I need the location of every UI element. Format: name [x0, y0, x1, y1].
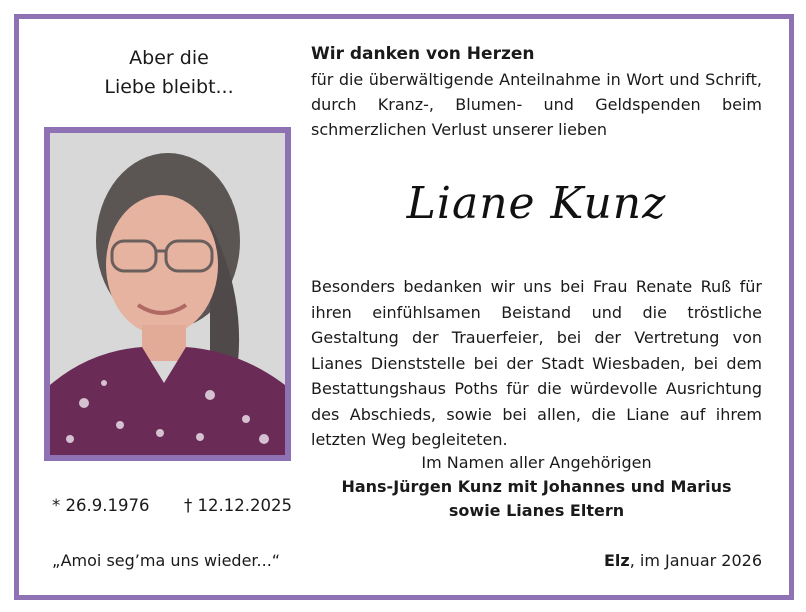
deceased-name: Liane Kunz: [406, 178, 667, 229]
life-dates: [52, 496, 292, 515]
portrait-image: [50, 133, 285, 455]
thanks-paragraph: für die überwältigende Anteilnahme in Wort und Schrift, durch Kranz-, Blumen- und Geldspenden beim schmerzlichen Verlust unserer lieben: [311, 70, 762, 139]
signature-line-1: Hans-Jürgen Kunz mit Johannes und Marius: [341, 477, 732, 496]
motto-line-1: Aber die: [129, 47, 209, 69]
portrait-photo: [44, 127, 291, 461]
birth-date: * 26.9.1976: [52, 496, 150, 515]
death-date: † 12.12.2025: [184, 496, 292, 515]
signature-line-2: sowie Lianes Eltern: [448, 501, 625, 520]
signature-block: [311, 451, 762, 523]
thanks-heading: Wir danken von Herzen: [311, 44, 535, 64]
motto-line-2: Liebe bleibt...: [104, 76, 234, 98]
motto: [54, 44, 284, 102]
signature-intro: Im Namen aller Angehörigen: [421, 453, 652, 472]
place-date: [604, 551, 762, 570]
farewell-quote: „Amoi seg’ma uns wieder...“: [52, 551, 281, 570]
place-date-text: , im Januar 2026: [629, 551, 762, 570]
place-town: Elz: [603, 551, 630, 570]
acknowledgement-paragraph: Besonders bedanken wir uns bei Frau Renate Ruß für ihren einfühlsamen Beistand und die tröstliche Gestaltung der Trauerfeier, bei der Vertretung von Lianes Dienststelle bei der Stadt Wiesbaden, bei dem Bestattungshaus Poths für die würdevolle Ausrichtung des Abschieds, sowie bei allen, die Liane auf ihrem letzten Weg begleiteten.: [311, 277, 762, 449]
